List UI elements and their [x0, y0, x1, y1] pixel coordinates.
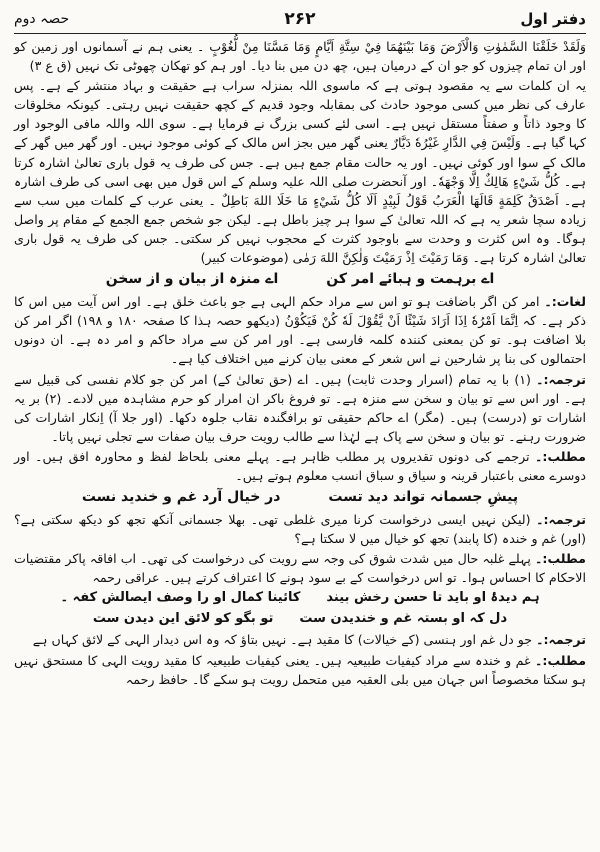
explanation-section [14, 549, 586, 587]
section-text: ترجمے کی دونوں تقدیروں پر مطلب ظاہر ہے۔ پہلے معنی بلحاظ لفظ و محاورہ افق ہیں۔ اور دوسرے معنی باعتبار قرینہ و سیاق و سباق انسب معلوم ہوتے ہیں۔ [14, 448, 586, 483]
section-term: مطلب:۔ [535, 448, 586, 464]
section-text: (لیکن نہیں ایسی درخواست کرنا میری غلطی تھی۔ بھلا جسمانی آنکھ تجھ کو دیکھ سکتی ہے؟ (اور) غم و خندہ (کا پابند) تجھ کو خیال میں لا سکتا ہے؟ [14, 512, 586, 547]
verse-couplet [14, 486, 586, 508]
verse-couplet [14, 588, 586, 607]
section-term: مطلب:۔ [535, 551, 586, 567]
section-text: (۱) با یہ تمام (اسرار وحدت ثابت) ہیں۔ اے (حق تعالیٰ کے) امر کن جو کلام نفسی کی قبیل سے ہے۔ اور اس سے تو بیان و سخن سے منزہ ہے۔ تو فروغ باکر ان امرار کو حرم مشاہدہ میں لادے۔ (۲) بر یہ اشارات تو (درست) ہیں۔ (مگر) اے حاکم حقیقی تو برافگندہ نقاب جلوہ دکھا۔ (اور جلا آ) اِنکار اشارات کی ضرورت رہنے۔ تو بیان و سخن سے پاک ہے لہٰذا سے طالب رویت حرف بیان صفات سے تجلی نہیں پاتا۔ [14, 371, 586, 444]
section-term: لغات:۔ [544, 294, 586, 310]
paragraph: یہ ان کلمات سے یہ مقصود ہوتی ہے کہ ماسوی اللہ بمنزلہ سراب ہے حقیقت و بہاد منتشر کے ہے۔ پس عارف کی نظر میں کسی موجود حادث کی بمقابلہ وجود قدیم کے کچھ حقیقت نہیں رہتی۔ کیونکہ مخلوقات کا وجود ذاتاً و صفتاً مستقل نہیں ہے۔ اسی لئے کسی بزرگ نے فرمایا ہے۔ سوی اللہ واللہ مافی الوجود اور کہا گیا ہے۔ وَلَيْسَ فِي الدَّارِ غَيْرُهٗ دَيَّارٌ یعنی گھر میں بجز اس مالک کے کوئی موجود نہیں۔ اور گھر میں گھر کے مالک کے سوا اور کوئی نہیں۔ اور یہ حالت مقام جمع ہیں ہے۔ جس کی طرف یہ قول باری تعالیٰ اشارہ کرتا ہے۔ كُلُّ شَيْءٍ هَالِكٌ اِلَّا وَجْهَهٗ۔ اور آنحضرت صلی اللہ علیہ وسلم کے اس قول میں بھی اسی کی طرف اشارہ ہے۔ اَصْدَقُ كَلِمَةٍ قَالَهَا الْعَرَبُ قَوْلُ لَبِيْدٍ اَلَا كُلُّ شَيْءٍ مَا خَلَا اللهَ بَاطِلٌ ۔ یعنی عرب کے کلمات میں سب سے زیادہ سچا شعر یہ ہے کہ اللہ تعالیٰ کے سوا ہر چیز باطل ہے۔ لیکن جو شخص جمع الجمع کے مقام پر واصل ہوگا۔ وہ اس کثرت و وحدت سے باوجود کثرت کے محجوب نہیں کر سکتی۔ جس کی طرف یہ قول باری تعالیٰ اشارہ کرتا ہے۔ وَمَا رَمَيْتَ اِذْ رَمَيْتَ وَلٰكِنَّ اللهَ رَمٰى (موضوعات کبیر) [14, 78, 586, 266]
section-term: ترجمہ:۔ [536, 632, 586, 648]
verse-hemistich: تو بگو کو لائق این دیدن ست [92, 611, 274, 627]
page-body [14, 37, 586, 689]
explanation-section [14, 447, 586, 485]
explanation-section [14, 651, 586, 689]
verse-hemistich: کائینا کمال او را وصف ایصالش کفہ ۔ [60, 590, 301, 606]
verse-hemistich: اے برہمت و ہبائے امر کن [326, 271, 495, 288]
glossary-section [14, 292, 586, 368]
section-term: ترجمہ:۔ [536, 371, 586, 387]
page-number: ۲۶۲ [284, 9, 316, 29]
verse-couplet [14, 268, 586, 290]
page-header [14, 6, 586, 32]
book-title: دفتر اول [520, 10, 586, 28]
translation-section [14, 370, 586, 446]
section-text: امر کن اگر باضافت ہو تو اس سے مراد حکم الہی ہے جو باعث خلق ہے۔ اور اس آیت میں اس کا ذکر ہے۔ کہ اِنَّمَا اَمْرُهٗ اِذَا اَرَادَ شَيْئًا اَنْ يَّقُوْلَ لَهٗ كُنْ فَيَكُوْنُ (دیکھو حصہ ہذا کا صفحہ ۱۸۰ و ۱۹۸) اگر امر کن بلا اضافت ہو۔ تو کن بمعنی کنندہ کلمہ فارسی ہے۔ اور امر کن سے مراد حاکم و امر دہ ہے۔ ان دونوں احتمالوں کی بنا پر شارحین نے اس شعر کے معنی بیان کرنے میں اختلاف کیا ہے۔ [14, 294, 586, 367]
verse-hemistich: در خیال آرد غم و خندید نست [81, 489, 281, 506]
section-term: مطلب:۔ [535, 652, 586, 668]
verse-hemistich: دل کہ او بستہ غم و خندیدن ست [299, 611, 508, 627]
translation-section [14, 630, 586, 649]
verse-hemistich: پیشِ جسمانہ تواند دید تست [328, 489, 519, 506]
section-text: غم و خندہ سے مراد کیفیات طبیعیہ ہیں۔ یعنی کیفیات طبیعیہ کا مقید رویت الہی کا مستحق نہیں ہو سکتا مخصوصاً اس جہان میں بلی العقبہ میں متحمل رویت ہو سکے گا۔ حافظ رحمہ [14, 652, 586, 687]
translation-section [14, 510, 586, 548]
verse-hemistich: ہم دیدۂ او باید تا حسن رخش بیند [326, 590, 540, 606]
header-rule [14, 33, 586, 34]
section-text: جو دل غم اور ہنسی (کے خیالات) کا مقید ہے۔ نہیں بتاؤ کہ وہ اس دیدار الہی کے لائق کہاں ہے [32, 632, 533, 648]
paragraph: وَلَقَدْ خَلَقْنَا السَّمٰوٰتِ وَالْاَرْضَ وَمَا بَيْنَهُمَا فِيْ سِتَّةِ اَيَّامٍ وَمَا مَسَّنَا مِنْ لُّغُوْبٍ ۔ یعنی ہم نے آسمانوں اور زمین کو اور ان تمام چیزوں کو جو ان کے درمیان ہیں، چھ دن میں بنا دیا۔ اور ہم کو تھکان چھوٹی تک نہیں (ق ع ۳) [14, 39, 586, 74]
section-term: ترجمہ:۔ [536, 512, 586, 528]
verse-hemistich: اے منزہ از بیان و از سخن [105, 271, 279, 288]
verse-couplet [14, 609, 586, 628]
section-text: پہلے غلبہ حال میں شدت شوق کی وجہ سے رویت کی درخواست کی تھی۔ اب افاقہ پاکر مقتضیات الاحکام کا احساس ہوا۔ تو اس درخواست کے بے سود ہونے کا اعتراف کرتے ہیں۔ عراقی رحمہ [14, 551, 586, 586]
section-title: حصہ دوم [14, 11, 70, 27]
